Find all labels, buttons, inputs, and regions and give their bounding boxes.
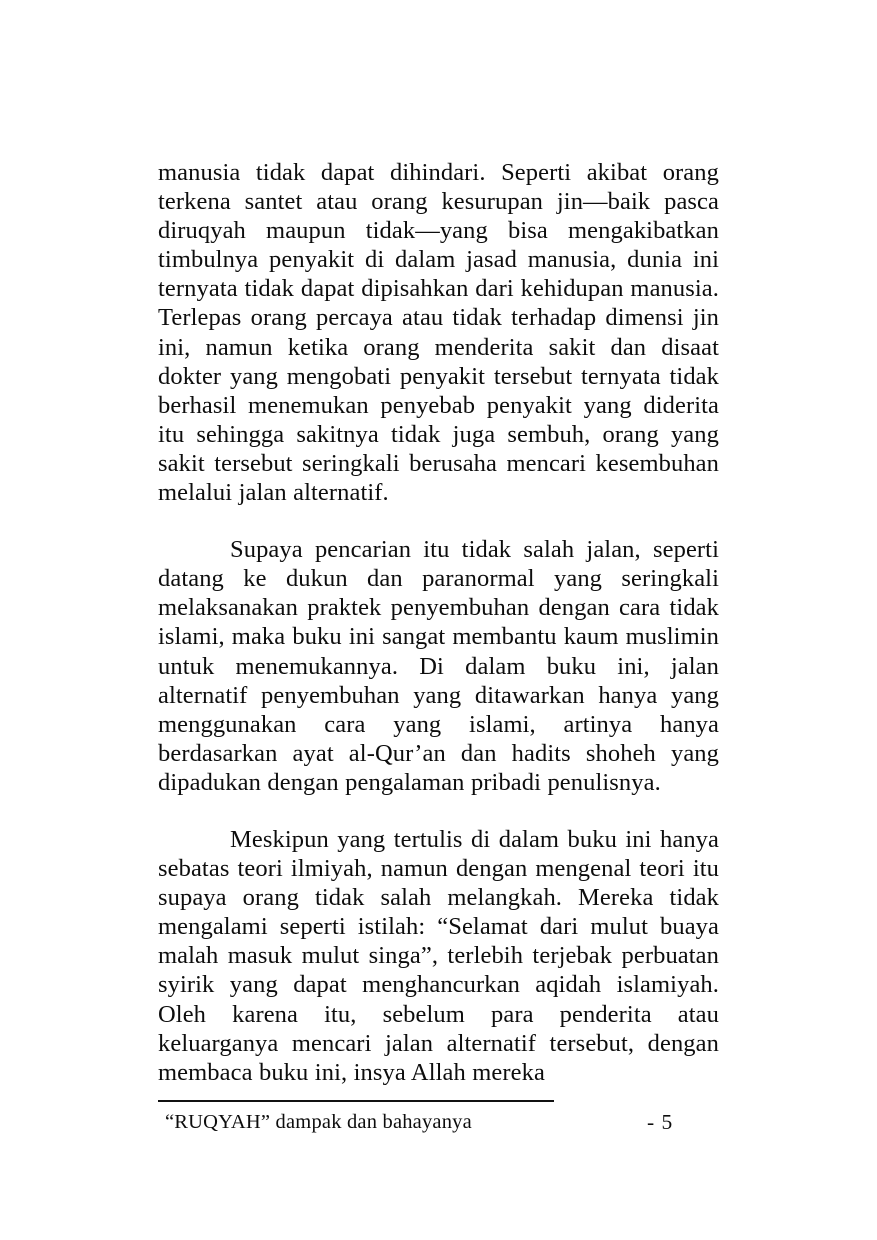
footer-page-number: - 5 bbox=[647, 1110, 674, 1134]
footer-running-title: “RUQYAH” dampak dan bahayanya bbox=[165, 1111, 472, 1133]
page-footer bbox=[158, 1100, 719, 1138]
body-paragraph-2: Supaya pencarian itu tidak salah jalan, seperti datang ke dukun dan paranormal yang seringkali melaksanakan praktek penyembuhan dengan cara tidak islami, maka buku ini sangat membantu kaum muslimin untuk menemukannya. Di dalam buku ini, jalan alternatif penyembuhan yang ditawarkan hanya yang menggunakan cara yang islami, artinya hanya berdasarkan ayat al-Qur’an dan hadits shoheh yang dipadukan dengan pengalaman pribadi penulisnya. bbox=[158, 536, 719, 796]
footer-row bbox=[158, 1108, 719, 1138]
body-paragraph-1: manusia tidak dapat dihindari. Seperti akibat orang terkena santet atau orang kesurupan jin—baik pasca diruqyah maupun tidak—yang bisa mengakibatkan timbulnya penyakit di dalam jasad manusia, dunia ini ternyata tidak dapat dipisahkan dari kehidupan manusia. Terlepas orang percaya atau tidak terhadap dimensi jin ini, namun ketika orang menderita sakit dan disaat dokter yang mengobati penyakit tersebut ternyata tidak berhasil menemukan penyebab penyakit yang diderita itu sehingga sakitnya tidak juga sembuh, orang yang sakit tersebut seringkali berusaha mencari kesembuhan melalui jalan alternatif. bbox=[158, 159, 719, 507]
footer-divider-rule bbox=[158, 1100, 554, 1102]
body-paragraph-3: Meskipun yang tertulis di dalam buku ini hanya sebatas teori ilmiyah, namun dengan mengenal teori itu supaya orang tidak salah melangkah. Mereka tidak mengalami seperti istilah: “Selamat dari mulut buaya malah masuk mulut singa”, terlebih terjebak perbuatan syirik yang dapat menghancurkan aqidah islamiyah. Oleh karena itu, sebelum para penderita atau keluarganya mencari jalan alternatif tersebut, dengan membaca buku ini, insya Allah mereka bbox=[158, 825, 719, 1086]
page-text-column bbox=[158, 158, 719, 1087]
